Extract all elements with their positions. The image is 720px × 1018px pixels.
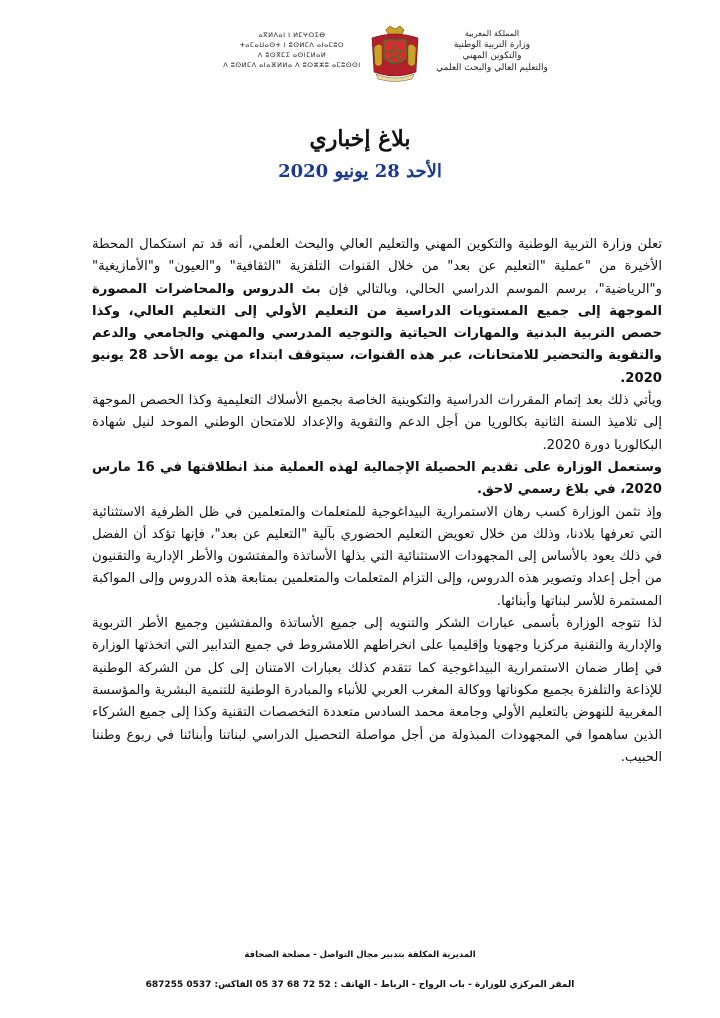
arabic-ministry-name: المملكة المغربية وزارة التربية الوطنية والتكوين المهني والتعليم العالي والبحث العلمي bbox=[436, 29, 548, 73]
footer-department: المديرية المكلفة بتدبير مجال التواصل - مصلحة الصحافة bbox=[244, 950, 476, 960]
tifinagh-ministry-name: ⴰⴳⵍⴷⴰⵏ ⵏ ⵍⵎⵖⵔⵉⴱ ⵜⴰⵎⴰⵡⴰⵙⵜ ⵏ ⵓⵙⵍⵎⴷ ⴰⵏⴰⵎⵓⵔ ⴷ ⵓⵙⴳⵎⵉ ⴰⵙⵏⵎⵍⴰⵍ ⴷ ⵓⵙⵍⵎⴷ ⴰⵏⴰⴼⵍⵍⴰ ⴷ ⵓⵔⵣⵣⵓ ⴰⵎⵓⵙⵙⵏ bbox=[223, 31, 361, 69]
footer-address: المقر المركزي للوزارة - باب الرواح - الرباط - الهاتف : 52 72 68 37 05 الفاكس: 0537 687255 bbox=[145, 980, 575, 990]
paragraph-4: وإذ تثمن الوزارة كسب رهان الاستمرارية البيداغوجية للمتعلمات والمتعلمين في ظل الظرفية الاستثنائية التي تعرفها بلادنا، وذلك من خلال تعويض التعليم الحضوري بآلية "التعليم عن بعد"، فإنها تؤكد أن الفضل في ذلك يعود بالأساس إلى المجهودات الاستثنائية التي بذلها الأساتذة والمفتشون والأطر الإدارية والتقنيون من أجل إعداد وتصوير هذه الدروس، وإلى التزام المتعلمات والمتعلمين بمتابعة هذه الدروس وإلى المواكبة المستمرة للأسر لبناتها وأبنائها. bbox=[92, 504, 662, 609]
paragraph-1: تعلن وزارة التربية الوطنية والتكوين المهني والتعليم العالي والبحث العلمي، أنه قد تم استكمال المحطة الأخيرة من "عملية "التعليم عن بعد" من خلال القنوات التلفزية "الثقافية" و"العيون" و"الأمازيغية" و"الرياضية"، برسم الموسم الدراسي الحالي، وبالتالي فإن بث الدروس والمحاضرات المصورة الموجهة إلى جميع المستويات الدراسية من التعليم الأولي إلى التعليم العالي، وكذا حصص التربية البدنية والمهارات الحياتية والتوجيه المدرسي والمهني والجامعي والدعم والتقوية والتحضير للامتحانات، عبر هذه القنوات، سيتوقف ابتداء من يومه الأحد 28 يونيو 2020. bbox=[92, 237, 662, 386]
paragraph-3: وستعمل الوزارة على تقديم الحصيلة الإجمالية لهذه العملية منذ انطلاقتها في 16 مارس 2020، في بلاغ رسمي لاحق. bbox=[92, 459, 663, 498]
letterhead bbox=[0, 0, 720, 100]
moroccan-coat-of-arms-icon bbox=[366, 24, 424, 84]
press-release-body bbox=[92, 234, 662, 769]
press-release-date: الأحد 28 يونيو 2020 bbox=[278, 161, 442, 182]
page-title: بلاغ إخباري bbox=[309, 126, 411, 152]
paragraph-5: لذا تتوجه الوزارة بأسمى عبارات الشكر والتنويه إلى جميع الأساتذة والمفتشين وجميع الأطر التربوية والإدارية والتقنية مركزيا وجهويا وإقليميا على انخراطهم اللامشروط في جميع التدابير التي اتخذتها الوزارة في إطار ضمان الاستمرارية البيداغوجية كما تتقدم كذلك بعبارات الامتنان إلى كل من الشركة الوطنية للإذاعة والتلفزة بجميع مكوناتها ووكالة المغرب العربي للأنباء والمبادرة الوطنية للتنمية البشرية والمؤسسة المغربية للنهوض بالتعليم الأولي وجامعة محمد السادس متعددة التخصصات التقنية وكذا إلى جميع الشركاء الذين ساهموا في المجهودات المبذولة من أجل مواصلة التحصيل الدراسي لبناتنا وأبنائنا في ربوع وطننا الحبيب. bbox=[92, 616, 662, 765]
paragraph-2: ويأتي ذلك بعد إتمام المقررات الدراسية والتكوينية الخاصة بجميع الأسلاك التعليمية وكذا الحصص الموجهة إلى تلاميذ السنة الثانية بكالوريا من أجل الدعم والتقوية والإعداد للامتحان الوطني الموحد لنيل شهادة البكالوريا دورة 2020. bbox=[92, 393, 662, 453]
title-block bbox=[0, 124, 720, 186]
footer bbox=[0, 948, 720, 992]
